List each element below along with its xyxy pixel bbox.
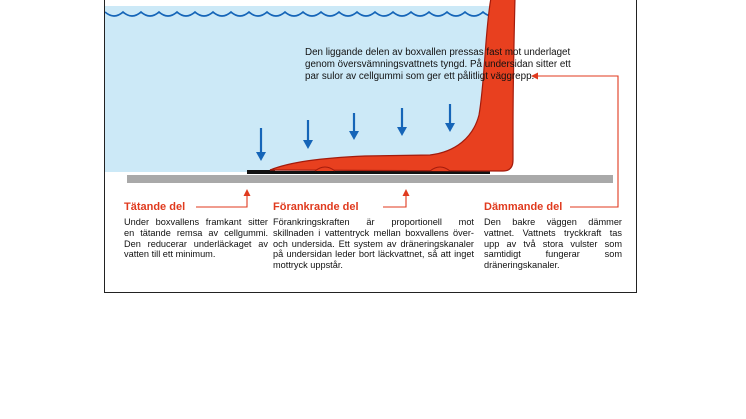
section-body: Den bakre väggen dämmer vattnet. Vattnets tryckkraft tas upp av två stora vulster som samtidigt fungerar som dräneringskanaler. bbox=[484, 217, 622, 271]
ground bbox=[127, 175, 613, 183]
section-body: Under boxvallens framkant sitter en tätande remsa av cellgummi. Den reducerar underläckaget av vatten till ett minimum. bbox=[124, 217, 268, 260]
callout-line-dammande bbox=[535, 76, 618, 207]
section-title: Förankrande del bbox=[273, 201, 359, 213]
section-tatande bbox=[124, 200, 268, 260]
description-text: Den liggande delen av boxvallen pressas fast mot underlaget genom översvämningsvattnets tyngd. På undersidan sitter ett par sulor av cellgummi som ger ett pålitligt väggrepp. bbox=[305, 47, 571, 83]
water-area bbox=[105, 6, 490, 172]
section-title: Dämmande del bbox=[484, 201, 563, 213]
section-forankrande bbox=[273, 200, 474, 271]
section-body: Förankringskraften är proportionell mot skillnaden i vattentryck mellan boxvallens över- och undersida. Ett system av dräneringskanaler på undersidan leder bort läckvattnet, så att inget mottryck uppstår. bbox=[273, 217, 474, 271]
sole-strip bbox=[275, 171, 490, 174]
section-title: Tätande del bbox=[124, 201, 186, 213]
section-dammande bbox=[484, 200, 622, 271]
diagram-panel bbox=[104, 0, 637, 293]
